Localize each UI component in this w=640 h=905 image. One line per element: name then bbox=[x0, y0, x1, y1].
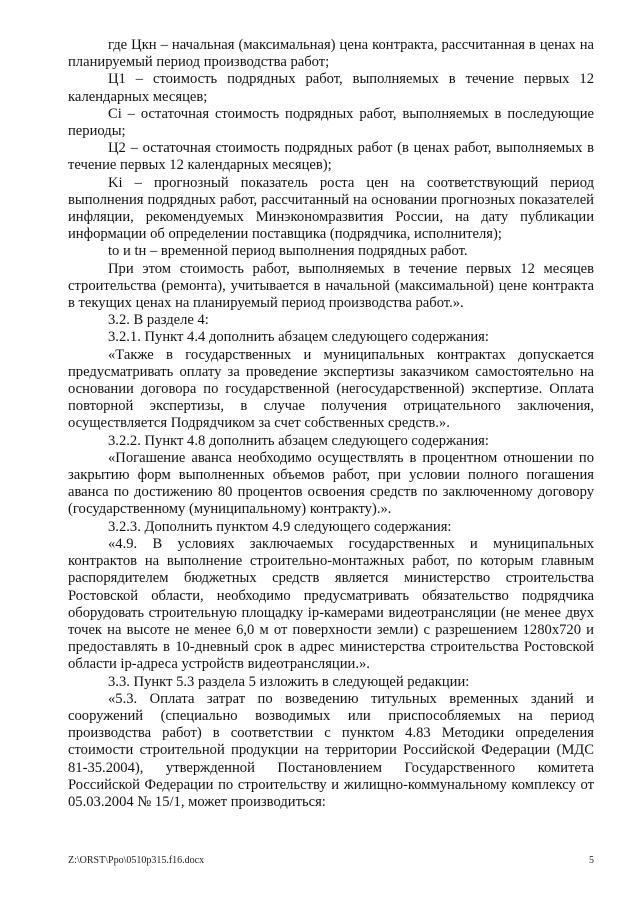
paragraph-item-3-2-3: 3.2.3. Дополнить пунктом 4.9 следующего содержания: bbox=[108, 518, 452, 535]
paragraph-cost-note: При этом стоимость работ, выполняемых в течение первых 12 месяцев строительства (ремонта), учитывается в начальной (максимальной) цене контракта в текущих ценах на планируемый период производства работ.». bbox=[68, 260, 594, 312]
paragraph-advance-repayment: «Погашение аванса необходимо осуществлять в процентном отношении по закрытию форм выполненных объемов работ, при условии полного погашения аванса по достижению 80 процентов освоения средств по заключенному договору (государственному (муниципальному) контракту).». bbox=[68, 449, 594, 518]
paragraph-ki-definition: Ki – прогнозный показатель роста цен на соответствующий период выполнения подрядных работ, рассчитанный на основании прогнозных показателей инфляции, рекомендуемых Минэкономразвития России, на дату публикации информации об определении поставщика (подрядчика, исполнителя); bbox=[68, 174, 594, 243]
paragraph-ckn-definition: где Цкн – начальная (максимальная) цена контракта, рассчитанная в ценах на планируемый период производства работ; bbox=[68, 37, 594, 71]
footer-file-path: Z:\ORST\Ppo\0510p315.f16.docx bbox=[68, 855, 205, 866]
paragraph-item-3-2-2: 3.2.2. Пункт 4.8 дополнить абзацем следующего содержания: bbox=[108, 432, 489, 449]
paragraph-c2-definition: Ц2 – остаточная стоимость подрядных работ (в ценах работ, выполняемых в течение первых 12 календарных месяцев); bbox=[68, 140, 594, 174]
page-footer bbox=[68, 855, 594, 866]
paragraph-time-period-definition: to и tн – временной период выполнения подрядных работ. bbox=[108, 243, 468, 260]
paragraph-ci-definition: Ci – остаточная стоимость подрядных работ, выполняемых в последующие периоды; bbox=[68, 105, 594, 140]
paragraph-clause-4-9: «4.9. В условиях заключаемых государственных и муниципальных контрактов на выполнение строительно-монтажных работ, по которым главным распорядителем бюджетных средств является министерство строительства Ростовской области, необходимо предусматривать обязательство подрядчика оборудовать строительную площадку ip-камерами видеотрансляции (не менее двух точек на высоте не менее 6,0 м от поверхности земли) с разрешением 1280x720 и предоставлять в 10-дневный срок в адрес министерства строительства Ростовской области ip-адреса устройств видеотрансляции.». bbox=[68, 535, 594, 673]
document-body bbox=[68, 37, 594, 811]
paragraph-c1-definition: Ц1 – стоимость подрядных работ, выполняемых в течение первых 12 календарных месяцев; bbox=[68, 71, 594, 105]
paragraph-item-3-3: 3.3. Пункт 5.3 раздела 5 изложить в следующей редакции: bbox=[108, 673, 470, 690]
paragraph-expertise-payment: «Также в государственных и муниципальных контрактах допускается предусматривать оплату за проведение экспертизы заказчиком самостоятельно на основании договора по государственной (негосударственной) экспертизе. Оплата повторной экспертизы, в случае получения отрицательного заключения, осуществляется Подрядчиком за счет собственных средств.». bbox=[68, 346, 594, 432]
footer-page-number: 5 bbox=[589, 855, 594, 866]
paragraph-clause-5-3: «5.3. Оплата затрат по возведению титульных временных зданий и сооружений (специально возводимых или приспособляемых на период производства работ) в соответствии с пунктом 4.83 Методики определения стоимости строительной продукции на территории Российской Федерации (МДС 81-35.2004), утвержденной Постановлением Государственного комитета Российской Федерации по строительству и жилищно-коммунальному комплексу от 05.03.2004 № 15/1, может производиться: bbox=[68, 690, 594, 810]
paragraph-item-3-2-1: 3.2.1. Пункт 4.4 дополнить абзацем следующего содержания: bbox=[108, 329, 489, 346]
paragraph-section-3-2: 3.2. В разделе 4: bbox=[108, 312, 209, 329]
